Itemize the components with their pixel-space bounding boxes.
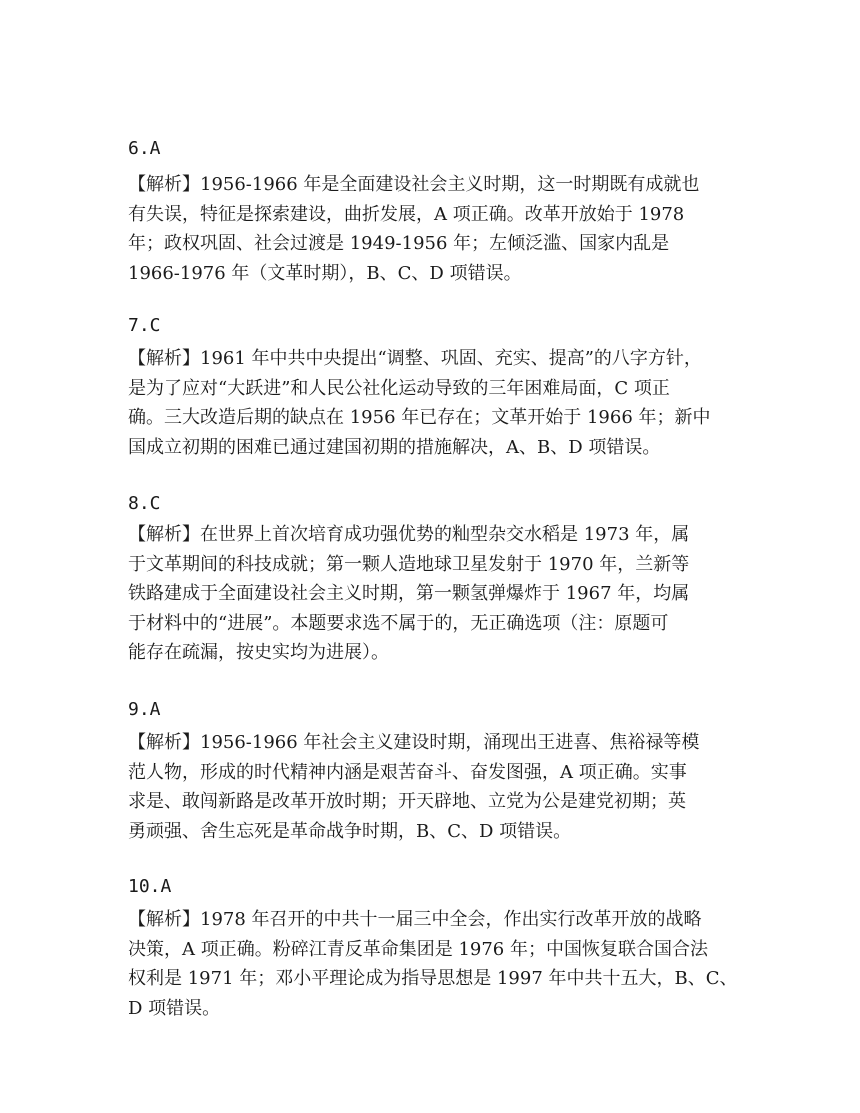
explanation-line: 【解析】1956-1966 年是全面建设社会主义时期，这一时期既有成就也 (128, 174, 700, 195)
explanation-line: D 项错误。 (128, 997, 221, 1019)
question-10-number: 10.A (128, 876, 172, 897)
explanation-line: 勇顽强、舍生忘死是革命战争时期，B、C、D 项错误。 (128, 820, 572, 842)
question-7-explanation (128, 344, 740, 462)
explanation-line: 【解析】1956-1966 年社会主义建设时期，涌现出王进喜、焦裕禄等模 (128, 732, 700, 753)
explanation-line: 是为了应对“大跃进”和人民公社化运动导致的三年困难局面，C 项正 (128, 377, 670, 399)
question-8-explanation (128, 520, 740, 668)
explanation-line: 【解析】在世界上首次培育成功强优势的籼型杂交水稻是 1973 年，属 (128, 524, 690, 545)
explanation-line: 【解析】1978 年召开的中共十一届三中全会，作出实行改革开放的战略 (128, 909, 702, 930)
question-8-number: 8.C (128, 493, 161, 514)
explanation-line: 铁路建成于全面建设社会主义时期，第一颗氢弹爆炸于 1967 年，均属 (128, 583, 690, 604)
explanation-line: 有失误，特征是探索建设，曲折发展，A 项正确。改革开放始于 1978 (128, 203, 685, 225)
explanation-line: 确。三大改造后期的缺点在 1956 年已存在；文革开始于 1966 年；新中 (128, 407, 711, 428)
explanation-line: 能存在疏漏，按史实均为进展）。 (128, 642, 389, 663)
question-9-number: 9.A (128, 699, 161, 720)
explanation-line: 国成立初期的困难已通过建国初期的措施解决，A、B、D 项错误。 (128, 436, 661, 458)
question-6-explanation (128, 170, 740, 288)
question-10-explanation (128, 905, 740, 1023)
explanation-line: 【解析】1961 年中共中央提出“调整、巩固、充实、提高”的八字方针， (128, 348, 702, 369)
explanation-line: 于文革期间的科技成就；第一颗人造地球卫星发射于 1970 年，兰新等 (128, 553, 690, 575)
explanation-line: 权利是 1971 年；邓小平理论成为指导思想是 1997 年中共十五大，B、C、 (128, 968, 738, 989)
explanation-line: 1966-1976 年（文革时期），B、C、D 项错误。 (128, 262, 522, 284)
question-6-number: 6.A (128, 138, 161, 159)
explanation-line: 求是、敢闯新路是改革开放时期；开天辟地、立党为公是建党初期；英 (128, 791, 686, 812)
explanation-line: 年；政权巩固、社会过渡是 1949-1956 年；左倾泛滥、国家内乱是 (128, 233, 670, 254)
explanation-line: 于材料中的“进展”。本题要求选不属于的，无正确选项（注：原题可 (128, 612, 669, 634)
question-9-explanation (128, 728, 740, 846)
explanation-line: 决策，A 项正确。粉碎江青反革命集团是 1976 年；中国恢复联合国合法 (128, 938, 708, 960)
explanation-line: 范人物，形成的时代精神内涵是艰苦奋斗、奋发图强，A 项正确。实事 (128, 761, 687, 783)
question-7-number: 7.C (128, 315, 161, 336)
